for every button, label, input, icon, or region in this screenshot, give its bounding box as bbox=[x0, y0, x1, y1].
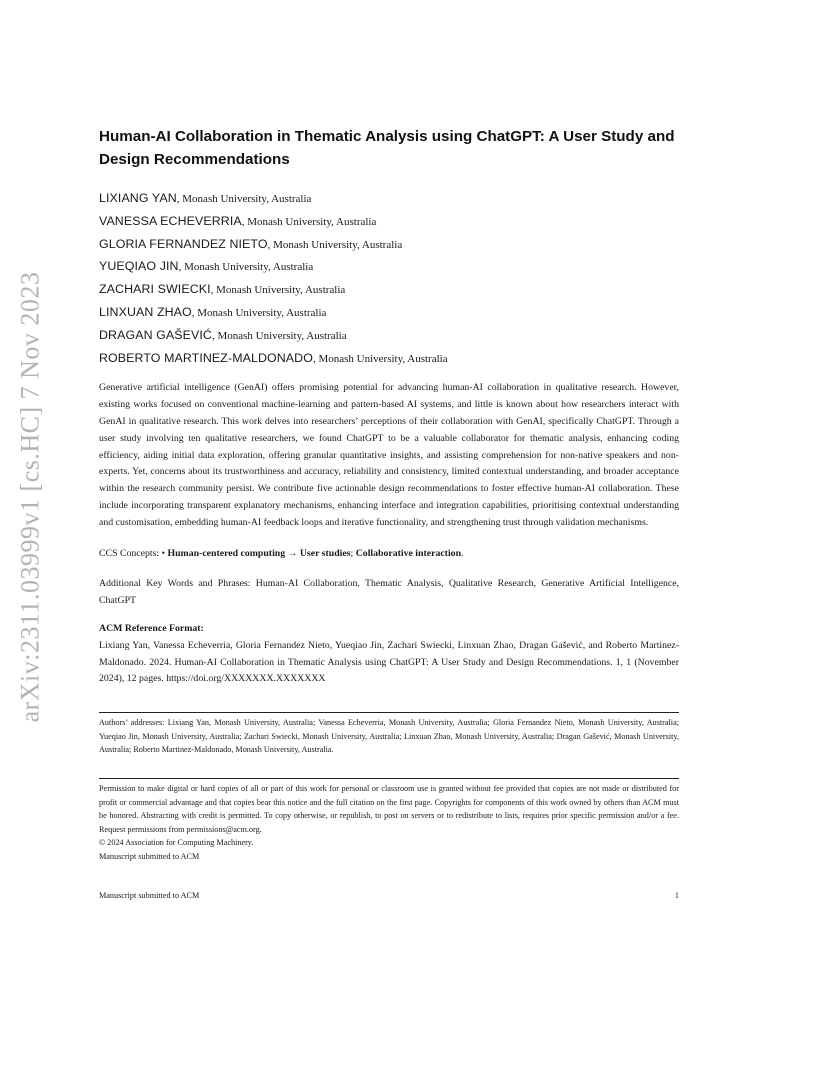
authors-addresses: Authors’ addresses: Lixiang Yan, Monash University, Australia; Vanessa Echeverria, Monash University, Australia; Gloria Fernandez Nieto, Monash University, Australia; Yueqiao Jin, Monash University, Australia; Zachari Swiecki, Monash University, Australia; Linxuan Zhao, Monash University, Australia; Dragan Gašević, Monash University, Australia; Roberto Martinez-Maldonado, Monash University, Australia. bbox=[99, 718, 679, 755]
permission-notice: Permission to make digital or hard copies of all or part of this work for personal or classroom use is granted without fee provided that copies are not made or distributed for profit or commercial advantage and that copies bear this notice and the full citation on the first page. Copyrights for components of this work owned by others than ACM must be honored. Abstracting with credit is permitted. To copy otherwise, or republish, to post on servers or to redistribute to lists, requires prior specific permission and/or a fee. Request permissions from permissions@acm.org. bbox=[99, 783, 679, 834]
footnote-divider bbox=[99, 712, 679, 713]
author-affiliation: , Monash University, Australia bbox=[267, 238, 403, 251]
submission-notice: Manuscript submitted to ACM bbox=[99, 851, 200, 861]
ccs-label: CCS Concepts: • bbox=[99, 547, 168, 559]
author-entry bbox=[99, 279, 679, 302]
ccs-concept-user-studies: Human-centered computing → User studies bbox=[167, 547, 351, 559]
arxiv-identifier-stamp bbox=[10, 258, 50, 736]
ccs-concepts bbox=[99, 546, 679, 563]
page-footer bbox=[99, 891, 679, 900]
author-name: LIXIANG YAN bbox=[99, 191, 177, 205]
abstract: Generative artificial intelligence (GenAI) offers promising potential for advancing human-AI collaboration in qualitative research. However, existing works focused on conventional machine-learning and pattern-based AI systems, and little is known about how researchers interact with GenAI in qualitative research. This work delves into researchers’ perceptions of their collaboration with GenAI, specifically ChatGPT. Through a user study involving ten qualitative researchers, we found ChatGPT to be a valuable collaborator for thematic analysis, enhancing coding efficiency, aiding initial data exploration, offering granular quantitative insights, and assisting comprehension for non-native speakers and non-experts. Yet, concerns about its trustworthiness and accuracy, reliability and consistency, limited contextual understanding, and broader acceptance within the research community persist. We contribute five actionable design recommendations to foster effective human-AI collaboration. These include incorporating transparent explanatory mechanisms, enhancing interface and integration capabilities, prioritising contextual understanding and customisation, embedding human-AI feedback loops and iterative functionality, and strengthening trust through validation mechanisms. bbox=[99, 382, 679, 528]
copyright-notice: © 2024 Association for Computing Machinery. bbox=[99, 838, 254, 848]
author-entry bbox=[99, 188, 679, 211]
paper-first-page bbox=[99, 125, 679, 863]
ccs-concept-collaborative-interaction: Collaborative interaction bbox=[355, 547, 462, 559]
author-entry bbox=[99, 302, 679, 325]
author-list bbox=[99, 188, 679, 370]
author-affiliation: , Monash University, Australia bbox=[211, 329, 347, 342]
paper-title: Human-AI Collaboration in Thematic Analysis using ChatGPT: A User Study and Design Recommendations bbox=[99, 128, 675, 168]
author-name: ROBERTO MARTINEZ-MALDONADO bbox=[99, 350, 313, 365]
acm-reference-text: Lixiang Yan, Vanessa Echeverria, Gloria Fernandez Nieto, Yueqiao Jin, Zachari Swiecki, Linxuan Zhao, Dragan Gašević, and Roberto Martinez-Maldonado. 2024. Human-AI Collaboration in Thematic Analysis using ChatGPT: A User Study and Design Recommendations. 1, 1 (November 2024), 12 pages. https://doi.org/XXXXXXX.XXXXXXX bbox=[99, 639, 679, 685]
author-affiliation: , Monash University, Australia bbox=[312, 352, 448, 365]
ccs-separator: ; bbox=[350, 547, 356, 559]
acm-reference-heading: ACM Reference Format: bbox=[99, 622, 204, 634]
additional-keywords: Additional Key Words and Phrases: Human-AI Collaboration, Thematic Analysis, Qualitative Research, Generative Artificial Intelligence, ChatGPT bbox=[99, 578, 679, 607]
author-name: DRAGAN GAŠEVIĆ bbox=[99, 327, 212, 342]
arxiv-stamp-text: arXiv:2311.03999v1 [cs.HC] 7 Nov 2023 bbox=[15, 271, 45, 723]
page-number: 1 bbox=[674, 891, 679, 900]
author-name: YUEQIAO JIN bbox=[99, 259, 179, 274]
author-name: ZACHARI SWIECKI bbox=[99, 282, 211, 297]
author-affiliation: , Monash University, Australia bbox=[191, 306, 327, 319]
author-name: VANESSA ECHEVERRIA bbox=[99, 213, 242, 228]
ccs-end: . bbox=[461, 547, 464, 559]
author-name: LINXUAN ZHAO bbox=[99, 304, 192, 319]
author-affiliation: , Monash University, Australia bbox=[241, 215, 377, 228]
author-affiliation: , Monash University, Australia bbox=[178, 261, 314, 274]
footer-venue: Manuscript submitted to ACM bbox=[99, 891, 200, 900]
author-entry bbox=[99, 325, 679, 348]
author-entry bbox=[99, 234, 679, 257]
author-entry bbox=[99, 348, 679, 371]
permission-divider bbox=[99, 778, 679, 779]
author-name: GLORIA FERNANDEZ NIETO bbox=[99, 236, 268, 251]
author-entry bbox=[99, 211, 679, 234]
author-affiliation: , Monash University, Australia bbox=[210, 284, 346, 297]
author-affiliation: , Monash University, Australia bbox=[176, 193, 312, 205]
author-entry bbox=[99, 256, 679, 279]
